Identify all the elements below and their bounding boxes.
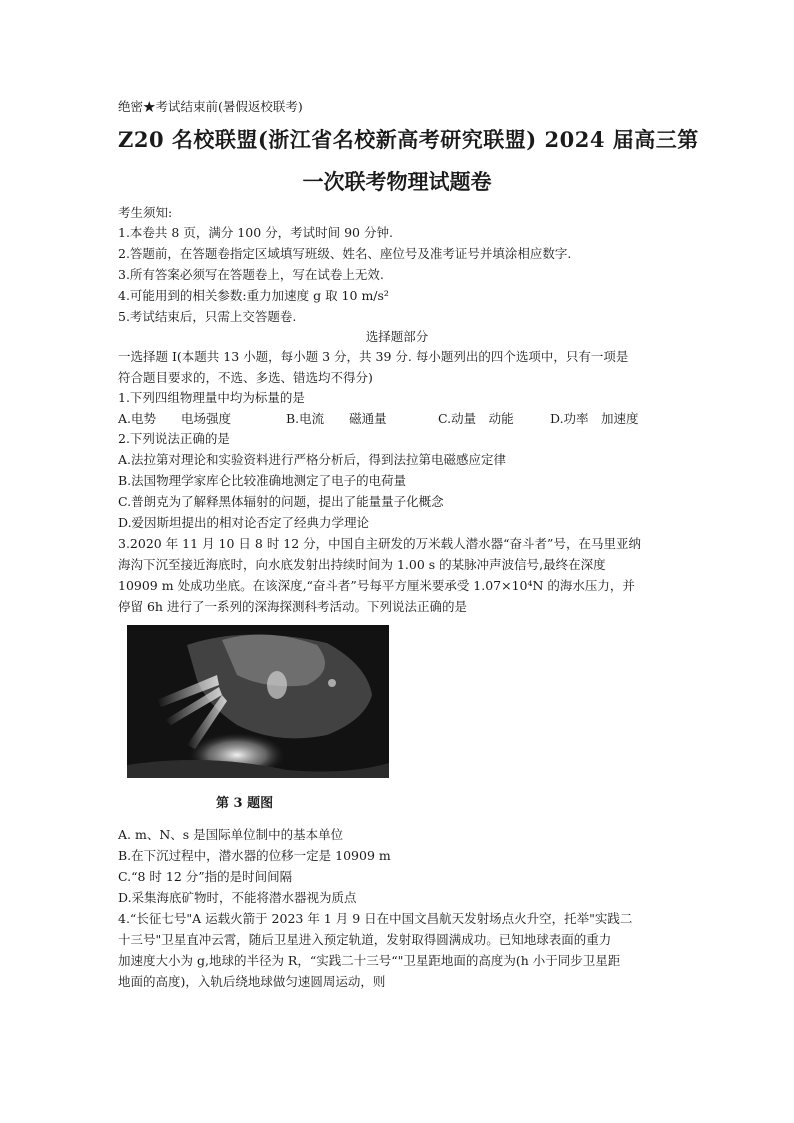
q3-stem-line: 10909 m 处成功坐底。在该深度,“奋斗者”号每平方厘米要承受 1.07×10⁴N 的海水压力，并 <box>118 578 635 593</box>
q1-stem: 1.下列四组物理量中均为标量的是 <box>118 390 305 405</box>
q3-option-c: C.“8 时 12 分”指的是时间间隔 <box>118 869 293 884</box>
exam-title-line1: Z20 名校联盟(浙江省名校新高考研究联盟) 2024 届高三第 <box>118 127 699 152</box>
q2-stem: 2.下列说法正确的是 <box>118 431 230 446</box>
q1-option-c: C.动量 动能 <box>438 411 514 426</box>
section-intro-line1: 一选择题 I(本题共 13 小题，每小题 3 分，共 39 分. 每小题列出的四个选项中，只有一项是 <box>118 349 629 364</box>
q4-stem-line: 地面的高度)，入轨后绕地球做匀速圆周运动，则 <box>118 974 386 989</box>
notice-item: 3.所有答案必须写在答题卷上，写在试卷上无效. <box>118 267 384 282</box>
q2-option-a: A.法拉第对理论和实验资料进行严格分析后，得到法拉第电磁感应定律 <box>118 452 507 467</box>
section-intro-line2: 符合题目要求的，不选、多选、错选均不得分) <box>118 370 373 385</box>
confidential-note: 绝密★考试结束前(暑假返校联考) <box>118 99 303 114</box>
q3-stem-line: 海沟下沉至接近海底时，向水底发射出持续时间为 1.00 s 的某脉冲声波信号,最终在深度 <box>118 557 606 572</box>
q3-stem-line: 停留 6h 进行了一系列的深海探测科考活动。下列说法正确的是 <box>118 599 467 614</box>
q3-submersible-photo <box>127 625 389 778</box>
section-heading: 选择题部分 <box>365 329 429 344</box>
notice-item: 4.可能用到的相关参数:重力加速度 g 取 10 m/s² <box>118 288 389 303</box>
q3-option-a: A. m、N、s 是国际单位制中的基本单位 <box>118 827 344 842</box>
q1-option-b: B.电流 磁通量 <box>286 411 387 426</box>
q1-option-a: A.电势 电场强度 <box>118 411 232 426</box>
q2-option-c: C.普朗克为了解释黑体辐射的问题，提出了能量量子化概念 <box>118 494 444 509</box>
q3-option-d: D.采集海底矿物时，不能将潜水器视为质点 <box>118 890 357 905</box>
q1-option-d: D.功率 加速度 <box>550 411 639 426</box>
q2-option-b: B.法国物理学家库仑比较准确地测定了电子的电荷量 <box>118 473 407 488</box>
notice-item: 2.答题前，在答题卷指定区域填写班级、姓名、座位号及准考证号并填涂相应数字. <box>118 246 572 261</box>
submersible-illustration <box>127 625 389 778</box>
q3-stem-line: 3.2020 年 11 月 10 日 8 时 12 分，中国自主研发的万米载人潜水器“奋斗者”号，在马里亚纳 <box>118 536 641 551</box>
q3-figure-caption: 第 3 题图 <box>216 796 274 811</box>
notice-item: 5.考试结束后，只需上交答题卷. <box>118 309 297 324</box>
q3-option-b: B.在下沉过程中，潜水器的位移一定是 10909 m <box>118 848 391 863</box>
notice-heading: 考生须知: <box>118 205 173 220</box>
notice-item: 1.本卷共 8 页，满分 100 分，考试时间 90 分钟. <box>118 225 393 240</box>
q2-option-d: D.爱因斯坦提出的相对论否定了经典力学理论 <box>118 515 370 530</box>
q4-stem-line: 十三号"卫星直冲云霄，随后卫星进入预定轨道，发射取得圆满成功。已知地球表面的重力 <box>118 932 612 947</box>
q4-stem-line: 4.“长征七号"A 运载火箭于 2023 年 1 月 9 日在中国文昌航天发射场点火升空，托举"实践二 <box>118 911 633 926</box>
exam-title-line2: 一次联考物理试题卷 <box>302 169 492 194</box>
q4-stem-line: 加速度大小为 g,地球的半径为 R，“实践二十三号“"卫星距地面的高度为(h 小于同步卫星距 <box>118 953 621 968</box>
